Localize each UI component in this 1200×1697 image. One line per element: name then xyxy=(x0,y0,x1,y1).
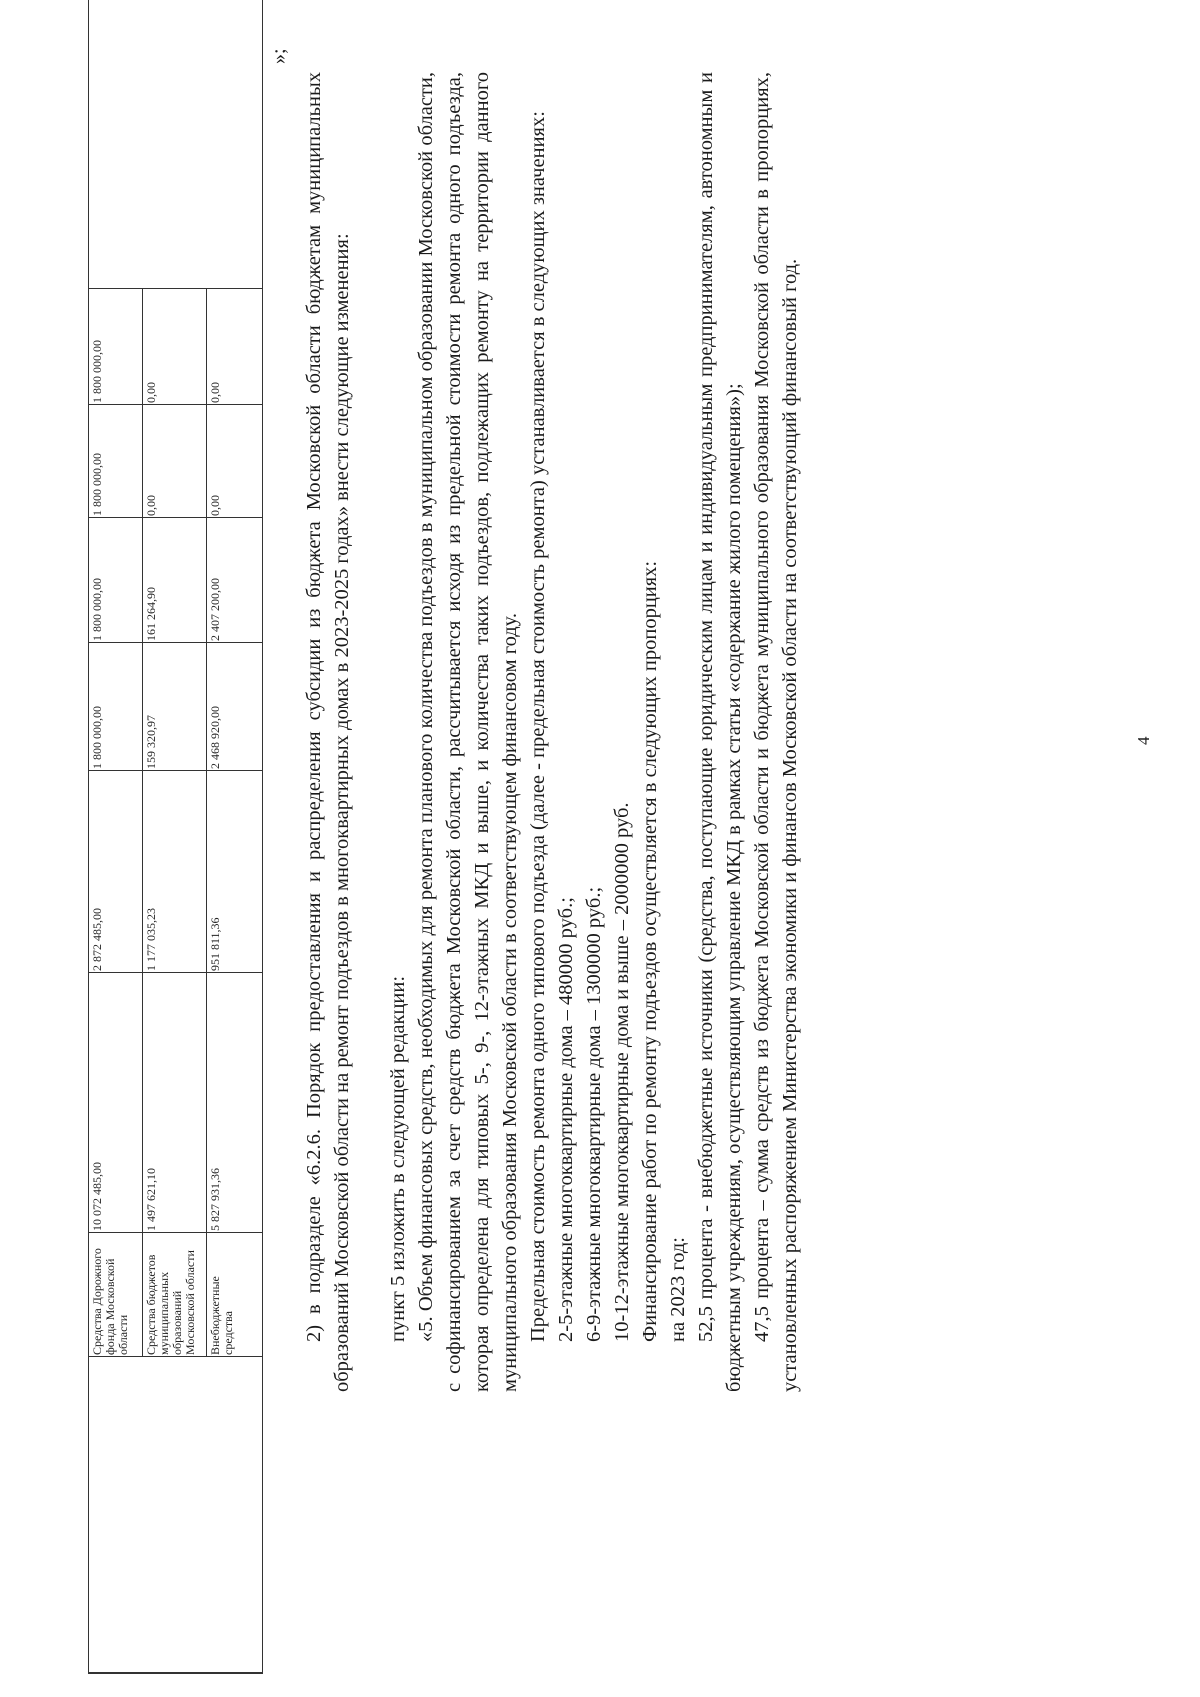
list-item: 2-5-этажные многоквартирные дома – 480000 руб.; xyxy=(555,897,577,1342)
table-line xyxy=(89,770,262,771)
table-cell: 5 827 931,36 xyxy=(208,1168,222,1231)
table-cell: 1 800 000,00 xyxy=(90,578,104,641)
table-cell: 0,00 xyxy=(144,382,158,403)
table-line xyxy=(89,1232,262,1233)
table-line xyxy=(89,1672,262,1673)
table-line xyxy=(89,642,262,643)
paragraph: на 2023 год: xyxy=(667,1236,689,1342)
row-label: Средства бюджетов муниципальных образований Московской области xyxy=(144,1250,197,1355)
row-label: Внебюджетные средства xyxy=(208,1276,235,1355)
list-item: 6-9-этажные многоквартирные дома – 1300000 руб.; xyxy=(583,886,605,1342)
table-cell: 2 468 920,00 xyxy=(208,706,222,769)
table-line xyxy=(89,517,262,518)
table-line xyxy=(89,1356,262,1357)
table-cell: 2 872 485,00 xyxy=(90,908,104,971)
table-cell: 161 264,90 xyxy=(144,587,158,641)
table-cell: 1 800 000,00 xyxy=(90,340,104,403)
table-line xyxy=(89,404,262,405)
table-line xyxy=(89,288,262,289)
table-line xyxy=(206,289,207,1357)
table-cell: 1 497 621,10 xyxy=(144,1168,158,1231)
paragraph: пункт 5 изложить в следующей редакции: xyxy=(387,975,409,1342)
paragraph: Финансирование работ по ремонту подъездов осуществляется в следующих пропорциях: xyxy=(639,560,661,1342)
table-cell: 0,00 xyxy=(208,495,222,516)
paragraph: 47,5 процента – сумма средств из бюджета Московской области и бюджета муниципального образования Московской области в пропорциях, установленных распоряжением Министерства экономики и финансов Московской области на соответствующий финансовый год. xyxy=(751,72,801,1392)
table-cell: 159 320,97 xyxy=(144,715,158,769)
list-item: 10-12-этажные многоквартирные дома и выше – 2000000 руб. xyxy=(611,802,633,1342)
table-cell: 951 811,36 xyxy=(208,917,222,971)
table-cell: 0,00 xyxy=(144,495,158,516)
paragraph: 52,5 процента - внебюджетные источники (средства, поступающие юридическим лицам и индивидуальным предпринимателям, автономным и бюджетным учреждениям, осуществляющим управление МКД в рамках статьи «содержание жилого помещения»); xyxy=(695,72,745,1392)
table-cell: 2 407 200,00 xyxy=(208,578,222,641)
table-cell: 1 177 035,23 xyxy=(144,908,158,971)
budget-table xyxy=(88,0,263,1674)
table-cell: 1 800 000,00 xyxy=(90,706,104,769)
table-cell: 10 072 485,00 xyxy=(90,1162,104,1231)
paragraph: «5. Объем финансовых средств, необходимых для ремонта планового количества подъездов в муниципальном образовании Московской области, с софинансированием за счет средств бюджета Московской области, рассчитывается исходя из предельной стоимости ремонта одного подъезда, которая определена для типовых 5-, 9-, 12-этажных МКД и выше, и количества таких подъездов, подлежащих ремонту на территории данного муниципального образования Московской области в соответствующем финансовом году. xyxy=(415,72,521,1392)
row-label: Средства Дорожного фонда Московской области xyxy=(90,1248,130,1355)
paragraph: Предельная стоимость ремонта одного типового подъезда (далее - предельная стоимость ремонта) устанавливается в следующих значениях: xyxy=(527,111,549,1342)
paragraph: 2) в подразделе «6.2.6. Порядок предоставления и распределения субсидии из бюджета Московской области бюджетам муниципальных образований Московской области на ремонт подъездов в многоквартирных домах в 2023-2025 годах» внести следующие изменения: xyxy=(303,72,353,1392)
page-number: 4 xyxy=(1134,736,1153,745)
table-line xyxy=(142,289,143,1357)
quote-close: »; xyxy=(268,48,290,64)
table-cell: 1 800 000,00 xyxy=(90,453,104,516)
table-cell: 0,00 xyxy=(208,382,222,403)
document-body xyxy=(300,72,804,1392)
table-line xyxy=(89,972,262,973)
